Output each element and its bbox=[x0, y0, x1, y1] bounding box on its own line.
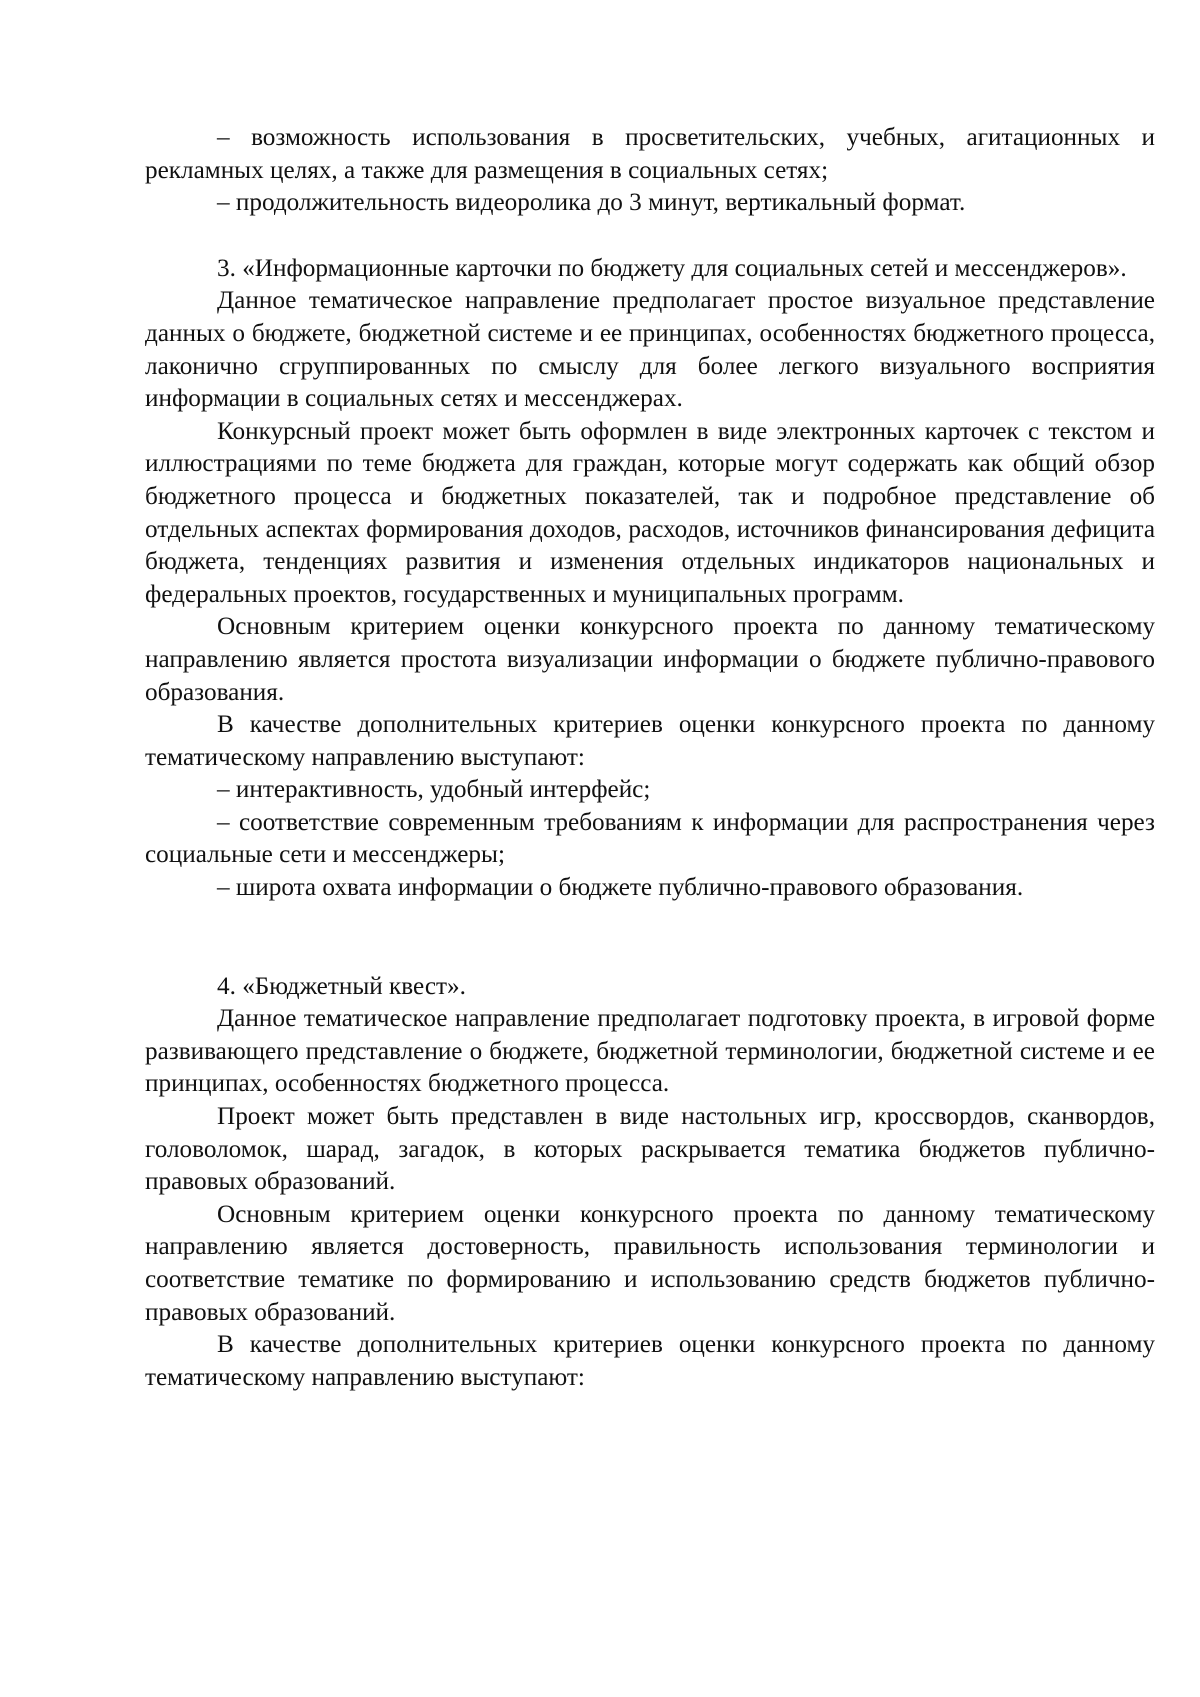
spacer bbox=[145, 220, 1155, 253]
paragraph-main-criterion-3: Основным критерием оценки конкурсного проекта по данному тематическому направлению является простота визуализации информации о бюджете публично-правового образования. bbox=[145, 613, 1155, 706]
paragraph-main-criterion-4: Основным критерием оценки конкурсного проекта по данному тематическому направлению является достоверность, правильность использования терминологии и соответствие тематике по формированию и использованию средств бюджетов публично-правовых образований. bbox=[145, 1200, 1155, 1326]
paragraph-extra-criteria-4: В качестве дополнительных критериев оценки конкурсного проекта по данному тематическому направлению выступают: bbox=[145, 1331, 1155, 1391]
section-heading-4: 4. «Бюджетный квест». bbox=[217, 972, 466, 1000]
paragraph-direction-3: Данное тематическое направление предполагает простое визуальное представление данных о бюджете, бюджетной системе и ее принципах, особенностях бюджетного процесса, лаконично сгруппированных по смыслу для более легкого визуального восприятия информации в социальных сетях и мессенджерах. bbox=[145, 287, 1155, 413]
document-page bbox=[145, 122, 1155, 1394]
section-heading-3: 3. «Информационные карточки по бюджету для социальных сетей и мессенджеров». bbox=[217, 254, 1127, 282]
spacer bbox=[145, 905, 1155, 971]
list-item-duration: – продолжительность видеоролика до 3 минут, вертикальный формат. bbox=[217, 189, 966, 217]
list-item-coverage: – широта охвата информации о бюджете публично-правового образования. bbox=[217, 874, 1024, 902]
list-item-compliance: – соответствие современным требованиям к информации для распространения через социальные сети и мессенджеры; bbox=[145, 808, 1155, 869]
paragraph-extra-criteria-3: В качестве дополнительных критериев оценки конкурсного проекта по данному тематическому направлению выступают: bbox=[145, 711, 1155, 771]
list-item-interactivity: – интерактивность, удобный интерфейс; bbox=[217, 776, 651, 804]
list-item-usage: – возможность использования в просветительских, учебных, агитационных и рекламных целях, а также для размещения в социальных сетях; bbox=[145, 124, 1155, 184]
paragraph-project-4: Проект может быть представлен в виде настольных игр, кроссвордов, сканвордов, головоломок, шарад, загадок, в которых раскрывается тематика бюджетов публично-правовых образований. bbox=[145, 1103, 1155, 1196]
paragraph-project-3: Конкурсный проект может быть оформлен в виде электронных карточек с текстом и иллюстрациями по теме бюджета для граждан, которые могут содержать как общий обзор бюджетного процесса и бюджетных показателей, так и подробное представление об отдельных аспектах формирования доходов, расходов, источников финансирования дефицита бюджета, тенденциях развития и изменения отдельных индикаторов национальных и федеральных проектов, государственных и муниципальных программ. bbox=[145, 417, 1155, 608]
paragraph-direction-4: Данное тематическое направление предполагает подготовку проекта, в игровой форме развивающего представление о бюджете, бюджетной терминологии, бюджетной системе и ее принципах, особенностях бюджетного процесса. bbox=[145, 1005, 1155, 1098]
